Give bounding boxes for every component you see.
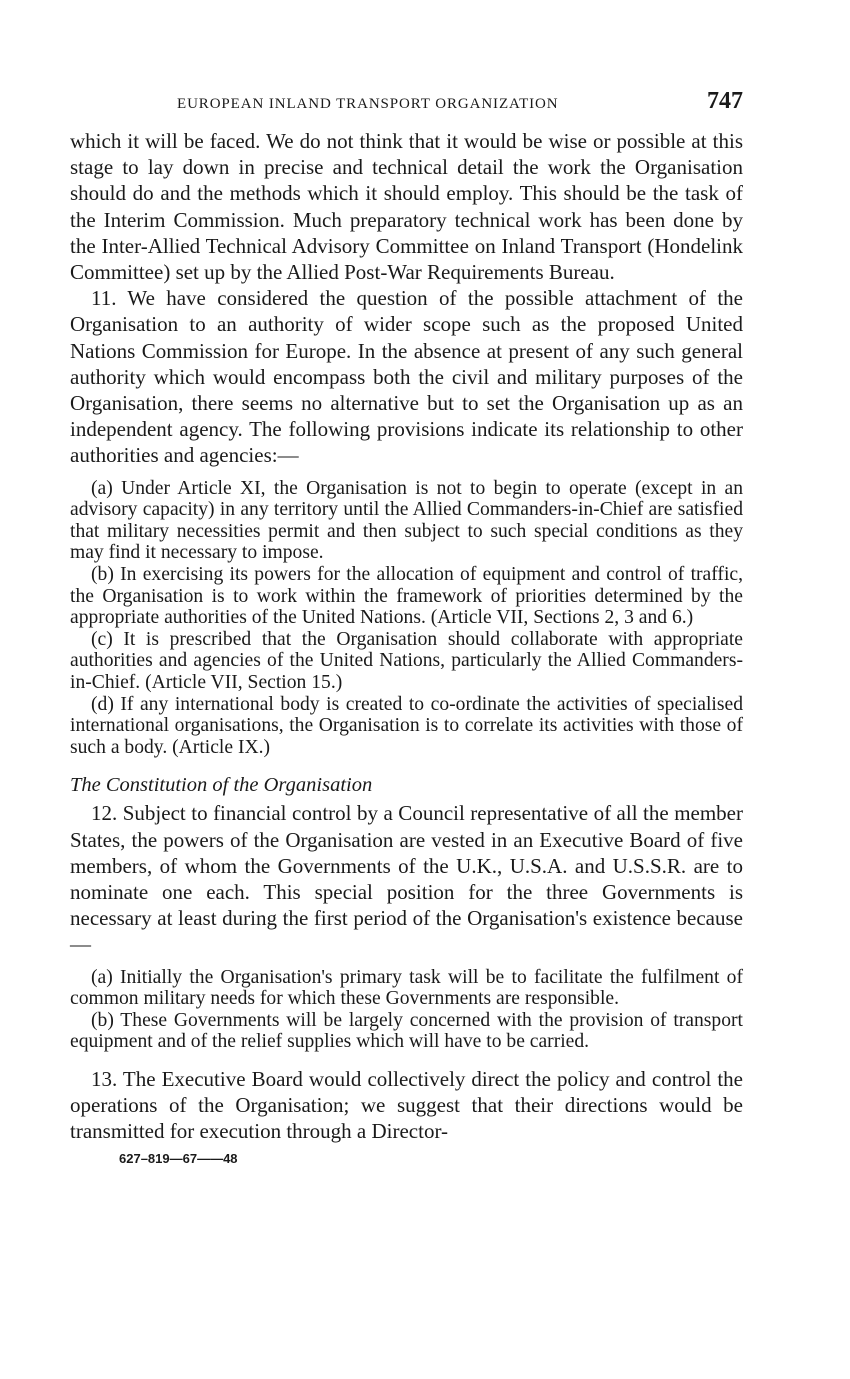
paragraph-13: 13. The Executive Board would collectively direct the policy and control the operations of the Organisation; we suggest that their directions would be transmitted for execution through a Director- bbox=[70, 1066, 743, 1144]
body-text-12 bbox=[70, 800, 743, 957]
list-item: (a) Initially the Organisation's primary task will be to facilitate the fulfilment of common military needs for which these Governments are responsible. bbox=[70, 966, 743, 1010]
print-code: 627–819—67——48 bbox=[119, 1150, 238, 1166]
list-item: (b) These Governments will be largely concerned with the provision of transport equipment and of the relief supplies which will have to be carried. bbox=[70, 1009, 743, 1053]
list-item: (b) In exercising its powers for the allocation of equipment and control of traffic, the Organisation is to work within the framework of priorities determined by the appropriate authorities of the United Nations. (Article VII, Sections 2, 3 and 6.) bbox=[70, 564, 743, 629]
paragraph-continuation: which it will be faced. We do not think that it would be wise or possible at this stage to lay down in precise and technical detail the work the Organisation should do and the methods which it should employ. This should be the task of the Interim Commission. Much preparatory technical work has been done by the Inter-Allied Technical Advisory Committee on Inland Transport (Hondelink Committee) set up by the Allied Post-War Requirements Bureau. bbox=[70, 129, 743, 285]
list-item: (c) It is prescribed that the Organisation should collaborate with appropriate authorities and agencies of the United Nations, particularly the Allied Commanders-in-Chief. (Article VII, Section 15.) bbox=[70, 628, 743, 693]
document-page bbox=[70, 88, 743, 1166]
list-item: (d) If any international body is created to co-ordinate the activities of specialised international organisations, the Organisation is to correlate its activities with those of such a body. (Article IX.) bbox=[70, 693, 743, 758]
list-item: (a) Under Article XI, the Organisation is not to begin to operate (except in an advisory capacity) in any territory until the Allied Commanders-in-Chief are satisfied that military necessities permit and then subject to such special conditions as they may find it necessary to impose. bbox=[70, 477, 743, 564]
body-text bbox=[70, 128, 743, 469]
paragraph-11: 11. We have considered the question of the possible attachment of the Organisation to an authority of wider scope such as the proposed United Nations Commission for Europe. In the absence at present of any such general authority which would encompass both the civil and military purposes of the Organisation, there seems no alternative but to set the Organisation up as an independent agency. The following provisions indicate its relationship to other authorities and agencies:— bbox=[70, 286, 743, 468]
list-paragraph-12 bbox=[70, 967, 743, 1053]
page-number: 747 bbox=[707, 88, 743, 114]
paragraph-12: 12. Subject to financial control by a Council representative of all the member States, the powers of the Organisation are vested in an Executive Board of five members, of whom the Governments of the U.K., U.S.A. and U.S.S.R. are to nominate one each. This special position for the three Governments is necessary at least during the first period of the Organisation's existence because— bbox=[70, 801, 743, 957]
running-title: EUROPEAN INLAND TRANSPORT ORGANIZATION bbox=[177, 96, 559, 112]
list-paragraph-11 bbox=[70, 478, 743, 759]
page-header bbox=[70, 88, 743, 128]
section-heading: The Constitution of the Organisation bbox=[70, 774, 373, 797]
body-text-13 bbox=[70, 1066, 743, 1145]
